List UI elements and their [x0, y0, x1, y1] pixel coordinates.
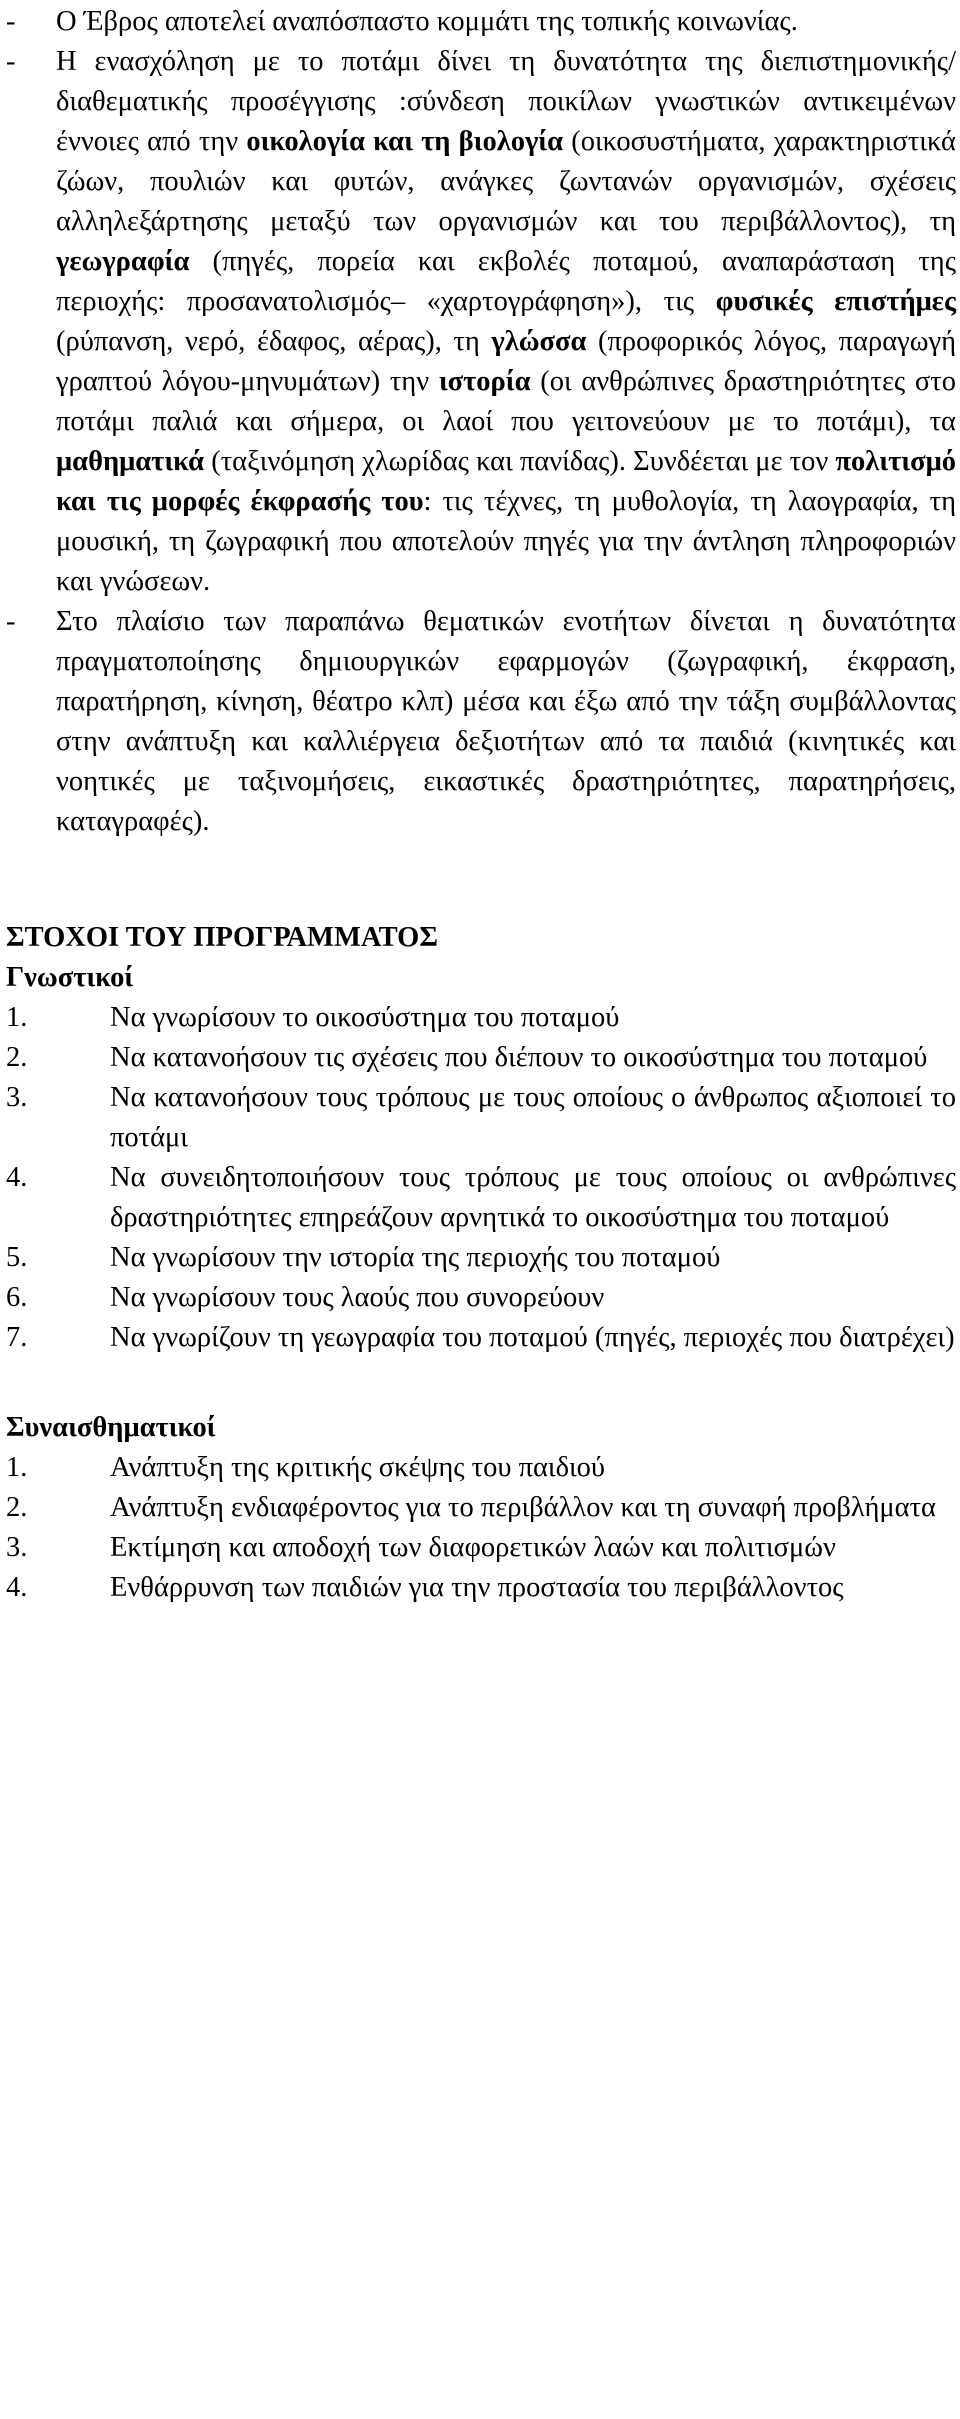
list-item	[0, 1528, 960, 1568]
item-text: Ανάπτυξη ενδιαφέροντος για το περιβάλλον και τη συναφή προβλήματα	[110, 1492, 936, 1523]
item-text: Ενθάρρυνση των παιδιών για την προστασία του περιβάλλοντος	[110, 1572, 844, 1603]
list-item	[0, 1278, 960, 1318]
bullet-applications	[0, 602, 960, 842]
list-item	[0, 1568, 960, 1608]
cognitive-goals-list	[0, 998, 960, 1358]
list-item	[0, 1488, 960, 1528]
subject-geography: γεωγραφία	[56, 246, 190, 277]
list-item	[0, 1038, 960, 1078]
list-item	[0, 1158, 960, 1238]
bullet-evros	[0, 2, 960, 42]
item-number: 3.	[6, 1532, 28, 1563]
item-number: 7.	[6, 1322, 28, 1353]
list-item	[0, 998, 960, 1038]
emotional-heading: Συναισθηματικοί	[6, 1412, 216, 1443]
bullet-text-part: (οι ανθρώπινες δραστηριότητες στο ποτάμι παλιά και σήμερα, οι λαοί που γειτονεύουν με το ποτάμι), τα	[56, 366, 956, 437]
item-number: 2.	[6, 1492, 28, 1523]
bullet-marker: -	[6, 6, 16, 37]
item-number: 5.	[6, 1242, 28, 1273]
emotional-goals-list	[0, 1448, 960, 1608]
list-item	[0, 1318, 960, 1358]
subject-history: ιστορία	[438, 366, 531, 397]
item-text: Να γνωρίζουν τη γεωγραφία του ποταμού (πηγές, περιοχές που διατρέχει)	[110, 1322, 955, 1353]
item-text: Να γνωρίσουν τους λαούς που συνορεύουν	[110, 1282, 605, 1313]
bullet-text-part: (προφορικός λόγος, παραγωγή γραπτού λόγου-μηνυμάτων) την	[56, 326, 956, 397]
bullet-text-part: : τις τέχνες, τη μυθολογία, τη λαογραφία, τη μουσική, τη ζωγραφική που αποτελούν πηγές για την άντληση πληροφοριών και γνώσεων.	[56, 486, 956, 597]
subject-natural-sciences: φυσικές επιστήμες	[715, 286, 956, 317]
subject-mathematics: μαθηματικά	[56, 446, 205, 477]
item-number: 4.	[6, 1162, 28, 1193]
item-text: Να κατανοήσουν τους τρόπους με τους οποίους ο άνθρωπος αξιοποιεί το ποτάμι	[110, 1082, 956, 1153]
bullet-text-part: (ρύπανση, νερό, έδαφος, αέρας), τη	[56, 326, 492, 357]
list-item	[0, 1448, 960, 1488]
item-text: Εκτίμηση και αποδοχή των διαφορετικών λαών και πολιτισμών	[110, 1532, 836, 1563]
item-number: 2.	[6, 1042, 28, 1073]
bullet-text: Στο πλαίσιο των παραπάνω θεματικών ενοτήτων δίνεται η δυνατότητα πραγματοποίησης δημιουργικών εφαρμογών (ζωγραφική, έκφραση, παρατήρηση, κίνηση, θέατρο κλπ) μέσα και έξω από την τάξη συμβάλλοντας στην ανάπτυξη και καλλιέργεια δεξιοτήτων από τα παιδιά (κινητικές και νοητικές με ταξινομήσεις, εικαστικές δραστηριότητες, παρατηρήσεις, καταγραφές).	[56, 606, 956, 837]
list-item	[0, 1078, 960, 1158]
bullet-text: Ο Έβρος αποτελεί αναπόσπαστο κομμάτι της τοπικής κοινωνίας.	[56, 6, 798, 37]
item-text: Να συνειδητοποιήσουν τους τρόπους με τους οποίους οι ανθρώπινες δραστηριότητες επηρεάζουν αρνητικά το οικοσύστημα του ποταμού	[110, 1162, 956, 1233]
bullet-interdisciplinary	[0, 42, 960, 602]
item-text: Να γνωρίσουν το οικοσύστημα του ποταμού	[110, 1002, 620, 1033]
program-goals-heading: ΣΤΟΧΟΙ ΤΟΥ ΠΡΟΓΡΑΜΜΑΤΟΣ	[6, 922, 438, 953]
bullet-text-part: Η ενασχόληση με το ποτάμι δίνει τη δυνατότητα της διεπιστημονικής/διαθεματικής προσέγγισης :σύνδεση ποικίλων γνωστικών αντικειμένων έννοιες από την	[56, 46, 956, 157]
item-number: 1.	[6, 1002, 28, 1033]
bullet-marker: -	[6, 606, 16, 637]
item-text: Ανάπτυξη της κριτικής σκέψης του παιδιού	[110, 1452, 606, 1483]
bullet-text-part: (οικοσυστήματα, χαρακτηριστικά ζώων, πουλιών και φυτών, ανάγκες ζωντανών οργανισμών, σχέσεις αλληλεξάρτησης μεταξύ των οργανισμών και του περιβάλλοντος), τη	[56, 126, 956, 237]
list-item	[0, 1238, 960, 1278]
item-number: 4.	[6, 1572, 28, 1603]
item-text: Να γνωρίσουν την ιστορία της περιοχής του ποταμού	[110, 1242, 721, 1273]
subject-language: γλώσσα	[491, 326, 587, 357]
bullet-text-part: (πηγές, πορεία και εκβολές ποταμού, αναπαράσταση της περιοχής: προσανατολισμός– «χαρτογράφηση»), τις	[56, 246, 956, 317]
subject-culture: πολιτισμό και τις μορφές έκφρασής του	[56, 446, 956, 517]
item-number: 1.	[6, 1452, 28, 1483]
item-text: Να κατανοήσουν τις σχέσεις που διέπουν το οικοσύστημα του ποταμού	[110, 1042, 928, 1073]
subject-ecology-biology: οικολογία και τη βιολογία	[246, 126, 564, 157]
item-number: 3.	[6, 1082, 28, 1113]
bullet-marker: -	[6, 46, 16, 77]
cognitive-heading: Γνωστικοί	[6, 962, 134, 993]
bullet-text-part: (ταξινόμηση χλωρίδας και πανίδας). Συνδέεται με τον	[204, 446, 836, 477]
item-number: 6.	[6, 1282, 28, 1313]
